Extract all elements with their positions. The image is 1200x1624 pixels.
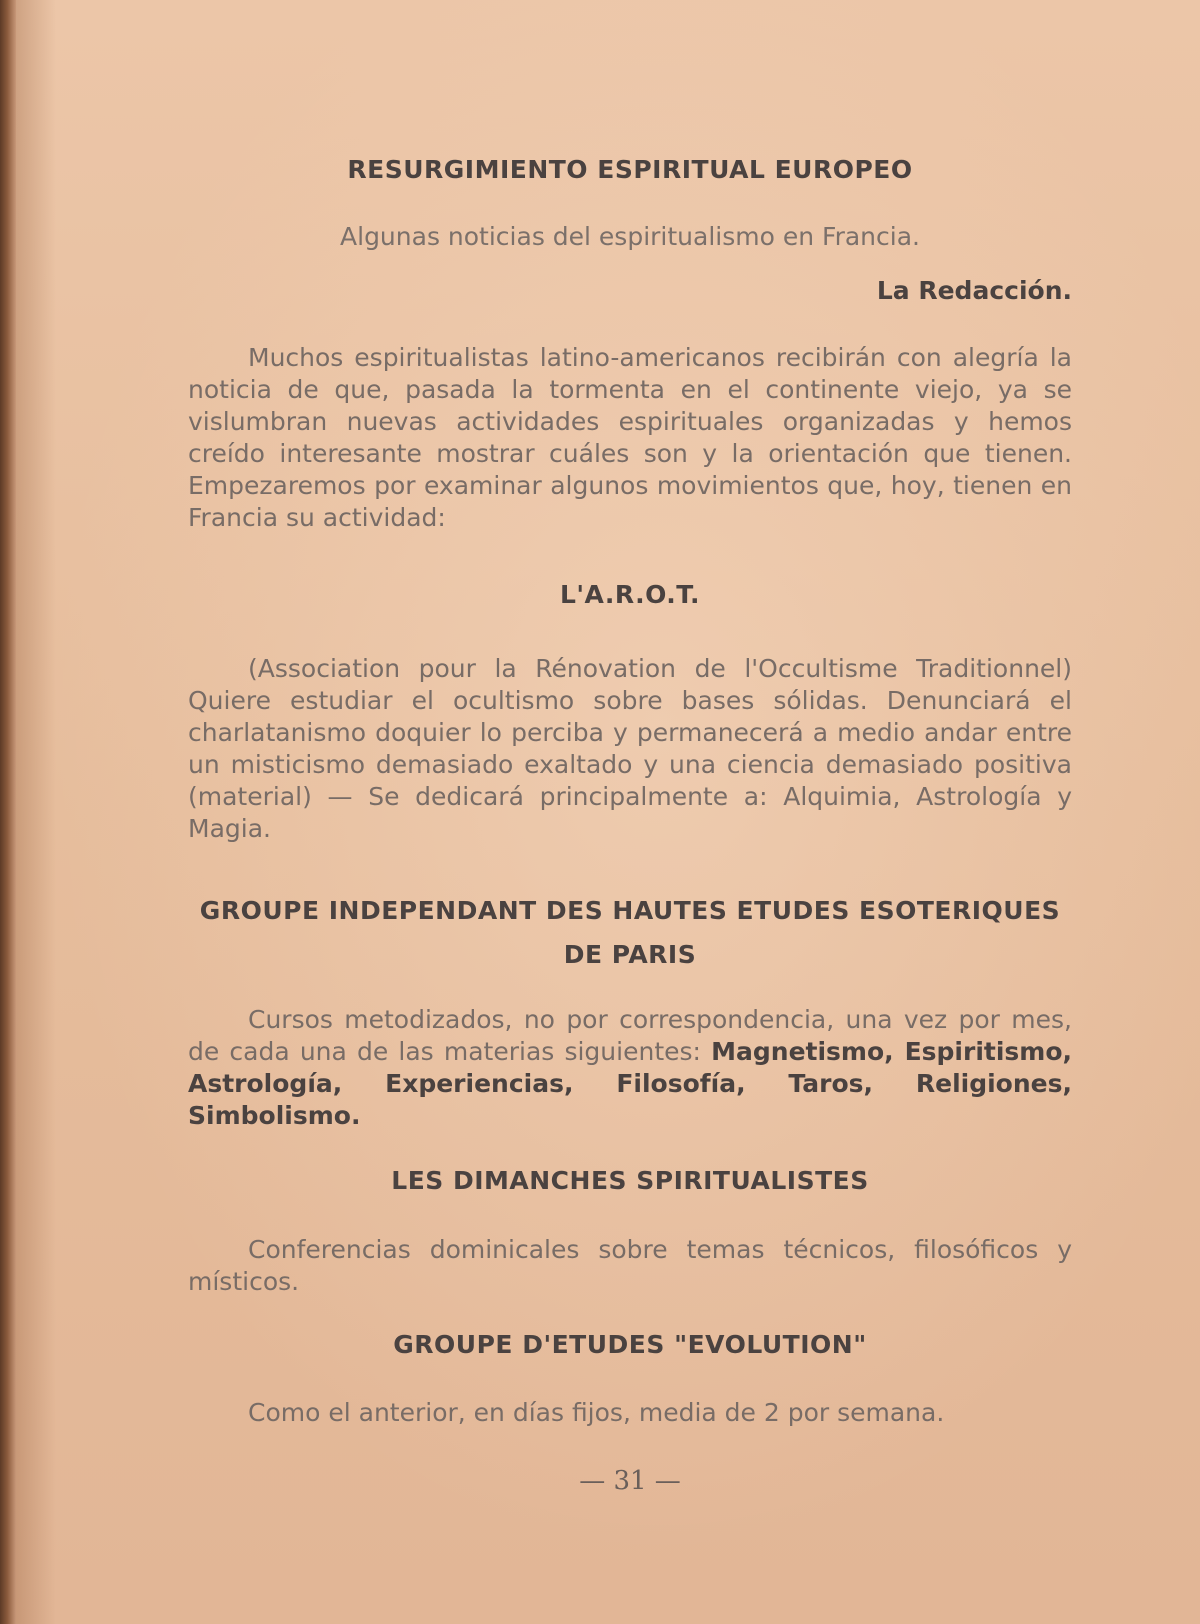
section-body-groupe-independant: [188, 1004, 1072, 1132]
section-heading-arot: L'A.R.O.T.: [559, 580, 701, 609]
page-number: — 31 —: [579, 1466, 681, 1496]
section-heading-groupe-independant: [188, 889, 1072, 977]
courses-lead-text: Cursos metodizados, no por correspondencia, una vez por mes, de cada una de las materias siguientes:: [188, 1005, 1072, 1066]
intro-paragraph: Muchos espiritualistas latino-americanos recibirán con alegría la noticia de que, pasada la tormenta en el continente viejo, ya se vislumbran nuevas actividades espirituales organizadas y hemos creído interesante mostrar cuáles son y la orientación que tienen. Empezaremos por examinar algunos movimientos que, hoy, tienen en Francia su actividad:: [188, 343, 1072, 532]
section-body-evolution: Como el anterior, en días fijos, media de 2 por semana.: [248, 1398, 945, 1427]
heading-line-1: GROUPE INDEPENDANT DES HAUTES ETUDES ESOTERIQUES: [199, 896, 1061, 925]
article-title: RESURGIMIENTO ESPIRITUAL EUROPEO: [347, 155, 913, 184]
courses-subjects: Magnetismo, Espiritismo, Astrología, Experiencias, Filosofía, Taros, Religiones, Simbolismo.: [188, 1037, 1073, 1130]
article-signature: La Redacción.: [876, 276, 1072, 305]
section-body-arot: (Association pour la Rénovation de l'Occultisme Traditionnel) Quiere estudiar el ocultismo sobre bases sólidas. Denunciará el charlatanismo doquier lo perciba y permanecerá a medio andar entre un misticismo demasiado exaltado y una ciencia demasiado positiva (material) — Se dedicará principalmente a: Alquimia, Astrología y Magia.: [188, 654, 1072, 843]
section-heading-evolution: GROUPE D'ETUDES "EVOLUTION": [393, 1330, 867, 1359]
article-subtitle: Algunas noticias del espiritualismo en Francia.: [340, 222, 920, 251]
section-heading-dimanches: LES DIMANCHES SPIRITUALISTES: [391, 1166, 869, 1195]
section-body-dimanches: Conferencias dominicales sobre temas técnicos, filosóficos y místicos.: [188, 1235, 1072, 1296]
heading-line-2: DE PARIS: [563, 940, 697, 969]
